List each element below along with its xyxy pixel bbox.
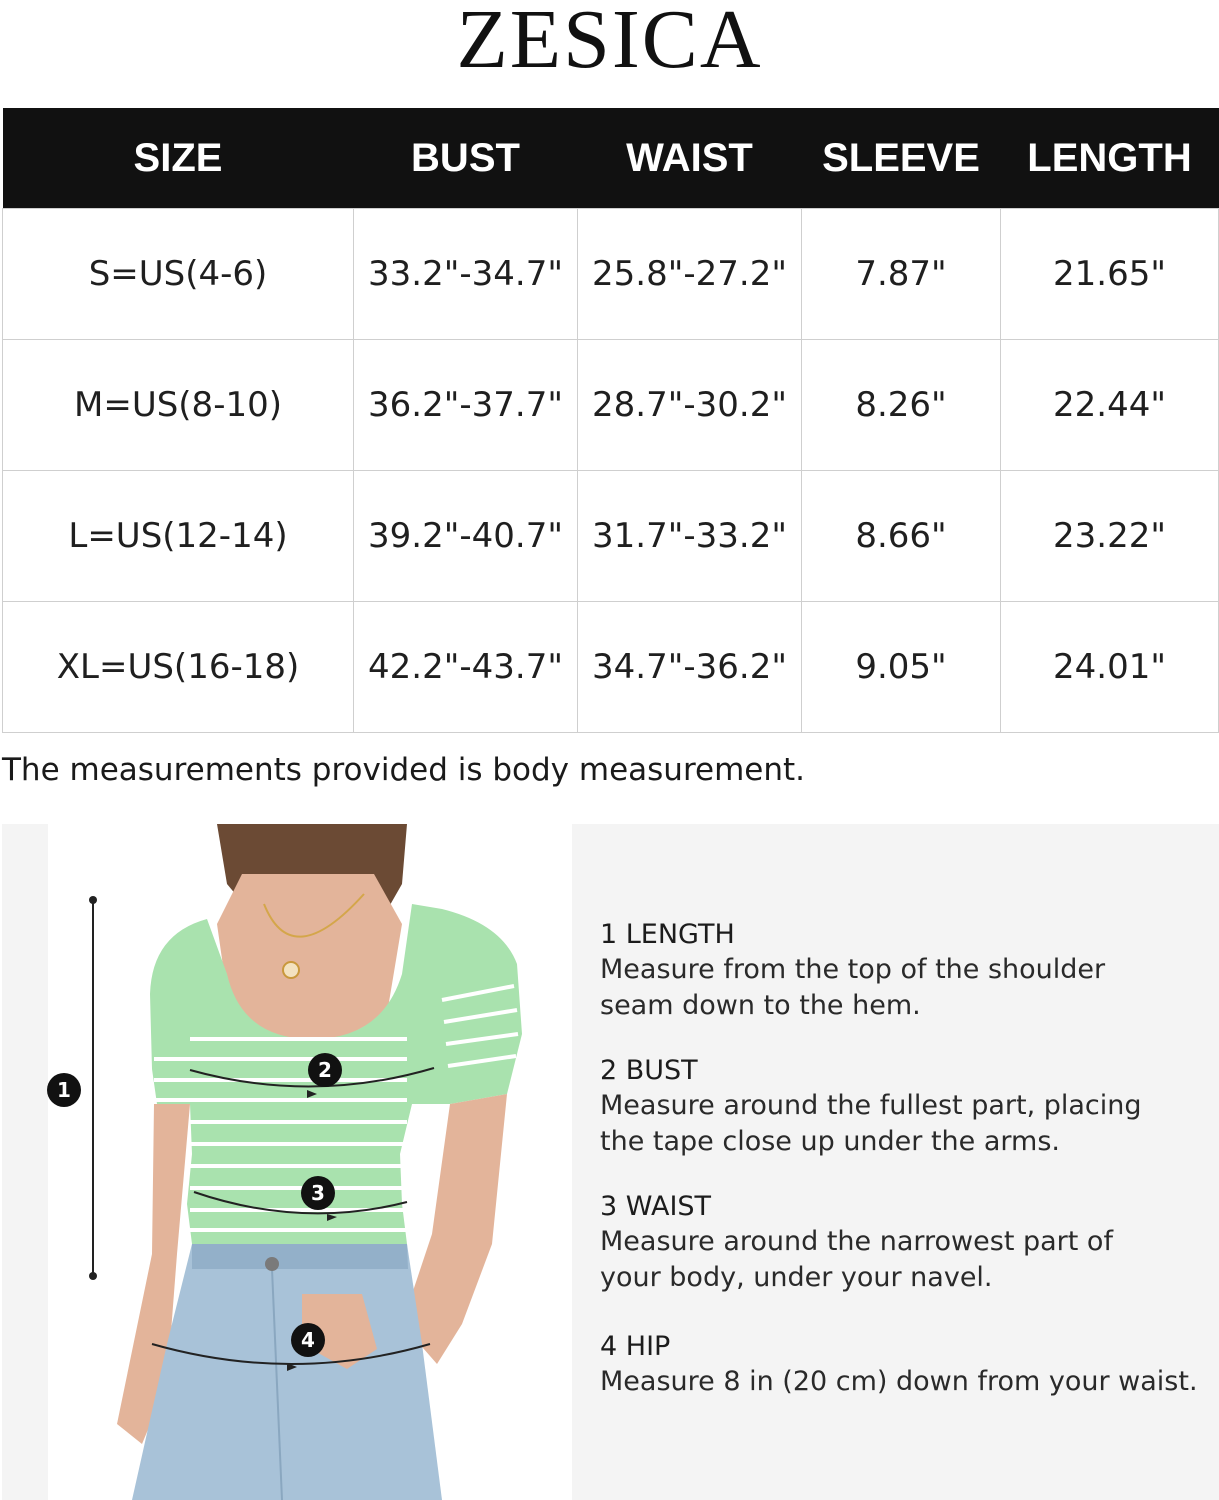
- step-title: 1 LENGTH: [600, 919, 735, 950]
- step-desc-line: the tape close up under the arms.: [600, 1126, 1060, 1157]
- badge-2-label: 2: [318, 1058, 332, 1082]
- cell-size: S=US(4-6): [3, 209, 354, 340]
- cell-waist: 34.7"-36.2": [578, 602, 802, 733]
- step-desc-line: your body, under your navel.: [600, 1262, 993, 1293]
- step-title: 2 BUST: [600, 1055, 698, 1086]
- header-bust: BUST: [354, 108, 578, 209]
- cell-length: 21.65": [1001, 209, 1219, 340]
- header-waist: WAIST: [578, 108, 802, 209]
- step-bust: [600, 1054, 1210, 1160]
- measurement-note: The measurements provided is body measurement.: [2, 752, 806, 788]
- cell-sleeve: 8.26": [802, 340, 1001, 471]
- step-desc-line: seam down to the hem.: [600, 990, 921, 1021]
- cell-waist: 25.8"-27.2": [578, 209, 802, 340]
- badge-3: [301, 1176, 335, 1210]
- step-desc-line: Measure around the fullest part, placing: [600, 1090, 1142, 1121]
- cell-sleeve: 8.66": [802, 471, 1001, 602]
- cell-sleeve: 9.05": [802, 602, 1001, 733]
- cell-bust: 36.2"-37.7": [354, 340, 578, 471]
- badge-1: [47, 1073, 81, 1107]
- header-sleeve: SLEEVE: [802, 108, 1001, 209]
- cell-sleeve: 7.87": [802, 209, 1001, 340]
- step-desc-line: Measure around the narrowest part of: [600, 1226, 1113, 1257]
- badge-4: [291, 1323, 325, 1357]
- cell-bust: 39.2"-40.7": [354, 471, 578, 602]
- table-row: [3, 340, 1219, 471]
- cell-length: 24.01": [1001, 602, 1219, 733]
- step-desc-line: Measure from the top of the shoulder: [600, 954, 1106, 985]
- step-length: [600, 918, 1210, 1024]
- step-title: 3 WAIST: [600, 1191, 712, 1222]
- step-waist: [600, 1190, 1210, 1296]
- cell-bust: 33.2"-34.7": [354, 209, 578, 340]
- brand-logo: ZESICA: [456, 0, 763, 86]
- step-desc-line: Measure 8 in (20 cm) down from your waist.: [600, 1366, 1198, 1397]
- table-header-row: [3, 108, 1219, 209]
- step-hip: [600, 1330, 1210, 1400]
- model-illustration: [2, 824, 570, 1500]
- cell-waist: 28.7"-30.2": [578, 340, 802, 471]
- cell-bust: 42.2"-43.7": [354, 602, 578, 733]
- badge-1-label: 1: [57, 1078, 71, 1102]
- cell-size: M=US(8-10): [3, 340, 354, 471]
- badge-4-label: 4: [301, 1328, 315, 1352]
- step-title: 4 HIP: [600, 1331, 671, 1362]
- header-length: LENGTH: [1001, 108, 1219, 209]
- cell-waist: 31.7"-33.2": [578, 471, 802, 602]
- badge-2: [308, 1053, 342, 1087]
- badge-3-label: 3: [311, 1181, 325, 1205]
- measurement-instructions: [572, 824, 1219, 1500]
- cell-size: XL=US(16-18): [3, 602, 354, 733]
- cell-length: 22.44": [1001, 340, 1219, 471]
- table-row: [3, 209, 1219, 340]
- table-row: [3, 602, 1219, 733]
- model-photo-panel: [2, 824, 570, 1500]
- header-size: SIZE: [3, 108, 354, 209]
- cell-length: 23.22": [1001, 471, 1219, 602]
- cell-size: L=US(12-14): [3, 471, 354, 602]
- table-row: [3, 471, 1219, 602]
- size-chart-table: [2, 108, 1219, 733]
